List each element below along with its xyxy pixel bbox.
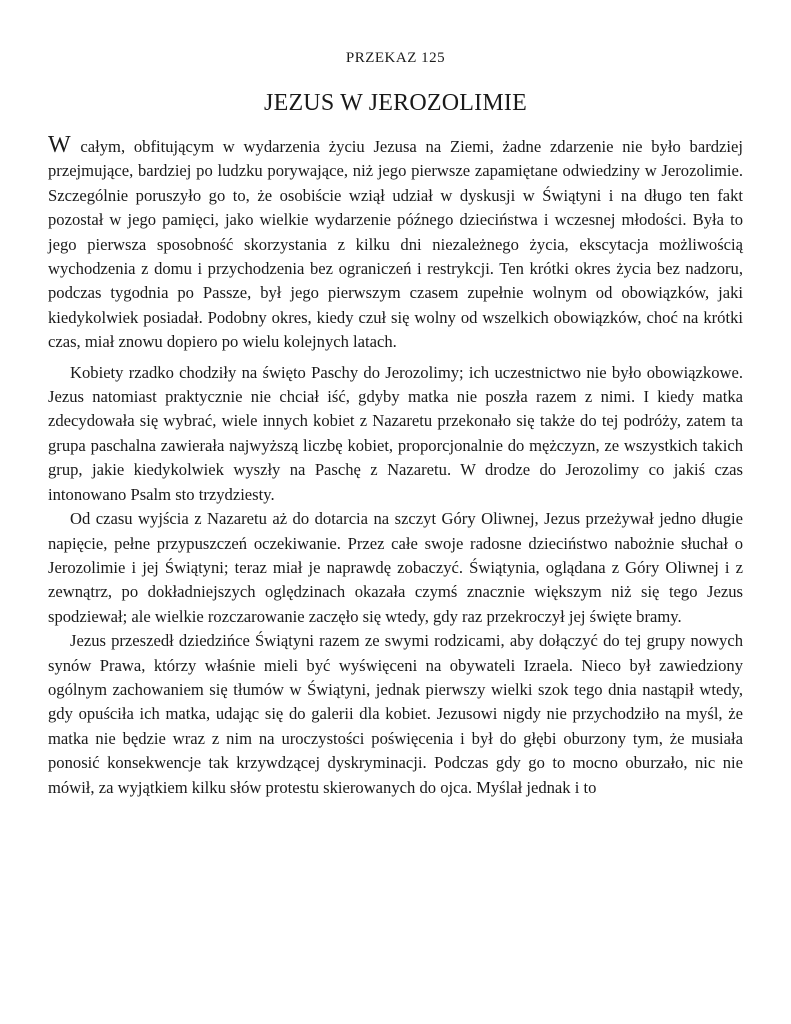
initial-letter: W xyxy=(48,132,71,158)
paragraph-4: Jezus przeszedł dziedzińce Świątyni razem ze swymi rodzicami, aby dołączyć do tej grupy nowych synów Prawa, którzy właśnie mieli być wyświęceni na obywateli Izraela. Nieco był zawiedziony ogólnym zachowaniem się tłumów w Świątyni, jednak pierwszy wielki szok tego dnia nastąpił wtedy, gdy opuściła ich matka, udając się do galerii dla kobiet. Jezusowi nigdy nie przychodziło na myśl, że matka nie będzie wraz z nim na uroczystości poświęcenia i był do głębi oburzony tym, że musiała ponosić konsekwencje tak krzywdzącej dyskryminacji. Podczas gdy go to mocno oburzało, nic nie mówił, za wyjątkiem kilku słów protestu skierowanych do ojca. Myślał jednak i to xyxy=(48,631,743,797)
message-number-header: PRZEKAZ 125 xyxy=(345,50,446,66)
page-title: JEZUS W JEROZOLIMIE xyxy=(264,90,527,116)
paragraph-1-text: całym, obfitującym w wydarzenia życiu Jezusa na Ziemi, żadne zdarzenie nie było bardziej przejmujące, bardziej po ludzku porywające, niż jego pierwsze zapamiętane odwiedziny w Jerozolimie. Szczególnie poruszyło go to, że osobiście wziął udział w dyskusji w Świątyni i na długo ten fakt pozostał w jego pamięci, jako wielkie wydarzenie późnego dzieciństwa i wczesnej młodości. Była to jego pierwsza sposobność skorzystania z kilku dni niezależnego życia, ekscytacja możliwością wychodzenia z domu i przychodzenia bez ograniczeń i restrykcji. Ten krótki okres życia bez nadzoru, podczas tygodnia po Passze, był jego pierwszym czasem zupełnie wolnym od obowiązków, jaki kiedykolwiek posiadał. Podobny okres, kiedy czuł się wolny od wszelkich obowiązków, choć na krótki czas, miał znowu dopiero po wielu kolejnych latach. xyxy=(48,137,743,352)
body-text xyxy=(48,132,743,800)
paragraph-2: Kobiety rzadko chodziły na święto Paschy do Jerozolimy; ich uczestnictwo nie było obowiązkowe. Jezus natomiast praktycznie nie chciał iść, gdyby matka nie poszła razem z nimi. I kiedy matka zdecydowała się wybrać, wiele innych kobiet z Nazaretu przekonało się także do tej podróży, zatem ta grupa paschalna zawierała najwyższą liczbę kobiet, proporcjonalnie do mężczyzn, ze wszystkich takich grup, jakie kiedykolwiek wyszły na Paschę z Nazaretu. W drodze do Jerozolimy co jakiś czas intonowano Psalm sto trzydziesty. xyxy=(48,362,743,504)
paragraph-3: Od czasu wyjścia z Nazaretu aż do dotarcia na szczyt Góry Oliwnej, Jezus przeżywał jedno długie napięcie, pełne przypuszczeń oczekiwanie. Przez całe swoje radosne dzieciństwo nabożnie słuchał o Jerozolimie i jej Świątyni; teraz miał je naprawdę zobaczyć. Świątynia, oglądana z Góry Oliwnej i z zewnątrz, po dokładniejszych oględzinach okazała czymś znacznie większym niż się tego Jezus spodziewał; ale wielkie rozczarowanie zaczęło się wtedy, gdy raz przekroczył jej święte bramy. xyxy=(48,509,743,626)
paragraph-1 xyxy=(48,132,743,355)
